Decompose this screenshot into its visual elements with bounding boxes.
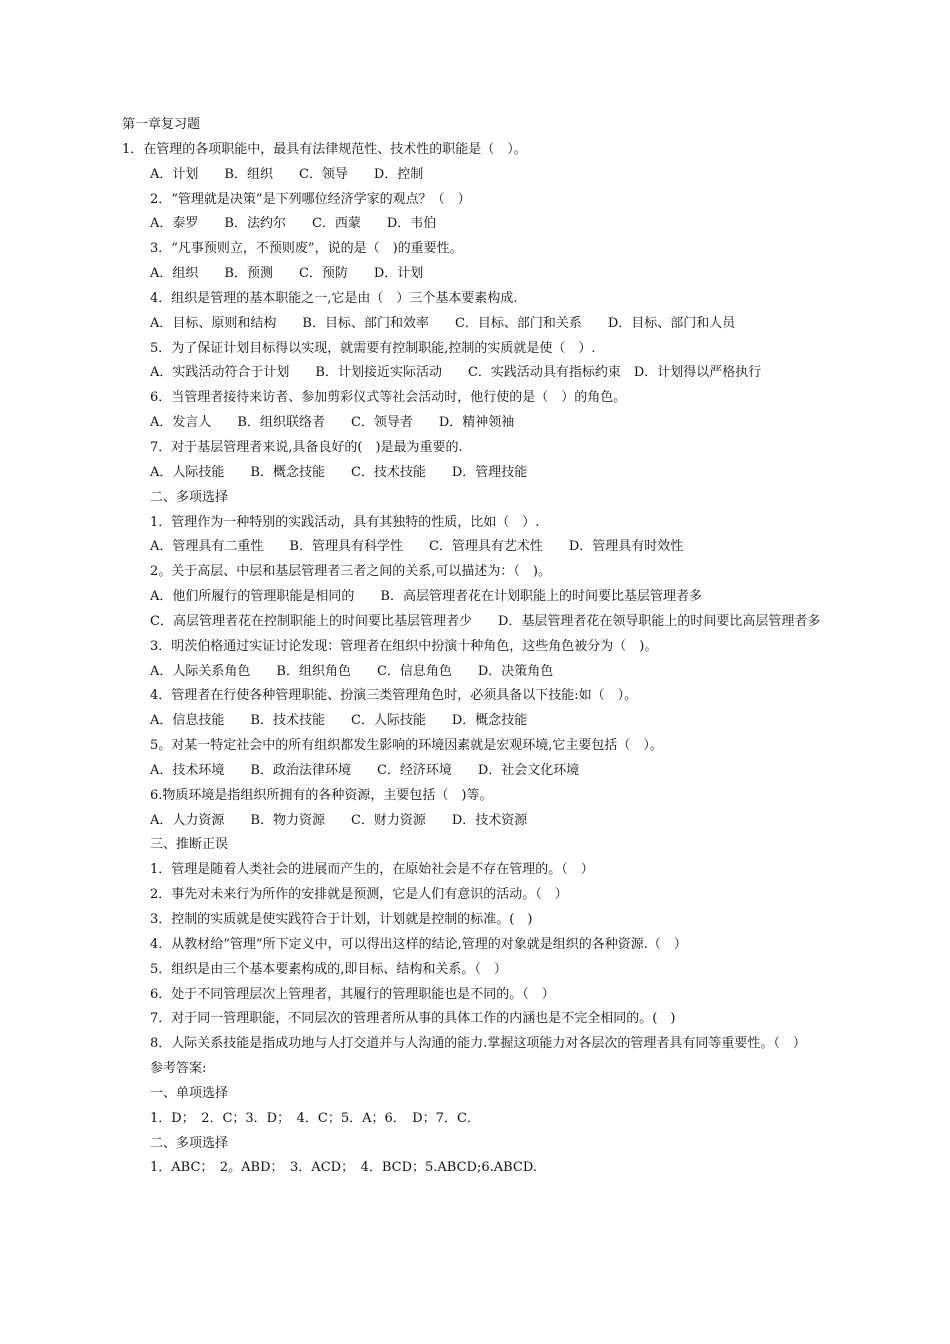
answer-options: A．信息技能 B．技术技能 C．人际技能 D．概念技能 — [150, 713, 528, 729]
statement-text: 7．对于同一管理职能，不同层次的管理者所从事的具体工作的内涵也是不完全相同的。( ) — [150, 1011, 676, 1027]
question-text: 1．管理作为一种特别的实践活动，具有其独特的性质，比如（ ）. — [150, 514, 540, 530]
statement-text: 1．管理是随着人类社会的进展而产生的，在原始社会是不存在管理的。（ ） — [150, 862, 594, 878]
answer-options: A．计划 B．组织 C．领导 D．控制 — [150, 166, 424, 182]
answer-options: A．泰罗 B．法约尔 C．西蒙 D．韦伯 — [150, 216, 437, 232]
answer-options: A．技术环境 B．政治法律环境 C．经济环境 D．社会文化环境 — [150, 762, 580, 778]
question-text: 4．管理者在行使各种管理职能、扮演三类管理角色时，必须具备以下技能:如（ ）。 — [150, 688, 638, 704]
question-text: 1．在管理的各项职能中，最具有法律规范性、技术性的职能是（ ）。 — [122, 141, 527, 157]
answer-options: A．目标、原则和结构 B．目标、部门和效率 C．目标、部门和关系 D．目标、部门和人员 — [150, 315, 736, 331]
answer-options: A．管理具有二重性 B．管理具有科学性 C．管理具有艺术性 D．管理具有时效性 — [150, 539, 684, 555]
question-text: 6.物质环境是指组织所拥有的各种资源，主要包括（ )等。 — [150, 787, 493, 803]
answer-key: 1．ABC； 2。ABD； 3．ACD； 4．BCD；5.ABCD;6.ABCD. — [150, 1160, 537, 1176]
question-text: 2．“管理就是决策”是下列哪位经济学家的观点？（ ） — [150, 191, 471, 207]
question-text: 3．“凡事预则立，不预则废”，说的是（ )的重要性。 — [150, 241, 463, 257]
question-text: 5。对某一特定社会中的所有组织都发生影响的环境因素就是宏观环境,它主要包括（ ）。 — [150, 738, 663, 754]
statement-text: 4．从教材给“管理”所下定义中，可以得出这样的结论,管理的对象就是组织的各种资源.（ ） — [150, 936, 687, 952]
answer-options: A．他们所履行的管理职能是相同的 B．高层管理者花在计划职能上的时间要比基层管理者多 — [150, 589, 702, 605]
statement-text: 2．事先对未来行为所作的安排就是预测，它是人们有意识的活动。（ ） — [150, 887, 568, 903]
answer-options: C．高层管理者花在控制职能上的时间要比基层管理者少 D．基层管理者花在领导职能上的时间要比高层管理者多 — [150, 613, 821, 629]
answers-heading: 参考答案: — [150, 1061, 207, 1077]
section-heading: 二、多项选择 — [150, 1135, 229, 1151]
question-text: 5．为了保证计划目标得以实现，就需要有控制职能,控制的实质就是使（ ）. — [150, 340, 596, 356]
answer-key: 1．D； 2．C；3．D； 4．C；5．A；6． D；7．C． — [150, 1110, 480, 1126]
answer-options: A．人力资源 B．物力资源 C．财力资源 D．技术资源 — [150, 812, 528, 828]
answer-options: A．人际关系角色 B．组织角色 C．信息角色 D．决策角色 — [150, 663, 554, 679]
statement-text: 6．处于不同管理层次上管理者，其履行的管理职能也是不同的。（ ） — [150, 986, 555, 1002]
answer-options: A．组织 B．预测 C．预防 D．计划 — [150, 266, 424, 282]
question-text: 7．对于基层管理者来说,具备良好的( )是最为重要的. — [150, 439, 463, 455]
question-text: 6．当管理者接待来访者、参加剪彩仪式等社会活动时，他行使的是（ ）的角色。 — [150, 390, 627, 406]
statement-text: 5．组织是由三个基本要素构成的,即目标、结构和关系。（ ） — [150, 961, 507, 977]
section-heading: 二、多项选择 — [150, 489, 229, 505]
answer-options: A．发言人 B．组织联络者 C．领导者 D．精神领袖 — [150, 415, 515, 431]
section-heading: 三、推断正误 — [150, 837, 229, 853]
answer-options: A．实践活动符合于计划 B．计划接近实际活动 C．实践活动具有指标约束 D．计划得以严格执行 — [150, 365, 762, 381]
statement-text: 8．人际关系技能是指成功地与人打交道并与人沟通的能力.掌握这项能力对各层次的管理者具有同等重要性。（ ） — [150, 1036, 806, 1052]
question-text: 3．明茨伯格通过实证讨论发现：管理者在组织中扮演十种角色，这些角色被分为（ )。 — [150, 638, 658, 654]
question-text: 4．组织是管理的基本职能之一,它是由（ ）三个基本要素构成. — [150, 290, 518, 306]
section-heading: 一、单项选择 — [150, 1085, 229, 1101]
document-title: 第一章复习题 — [122, 117, 201, 132]
question-text: 2。关于高层、中层和基层管理者三者之间的关系,可以描述为：（ )。 — [150, 564, 551, 580]
statement-text: 3．控制的实质就是使实践符合于计划，计划就是控制的标准。( ) — [150, 912, 533, 927]
document-body — [122, 113, 822, 1181]
answer-options: A．人际技能 B．概念技能 C．技术技能 D．管理技能 — [150, 464, 528, 480]
